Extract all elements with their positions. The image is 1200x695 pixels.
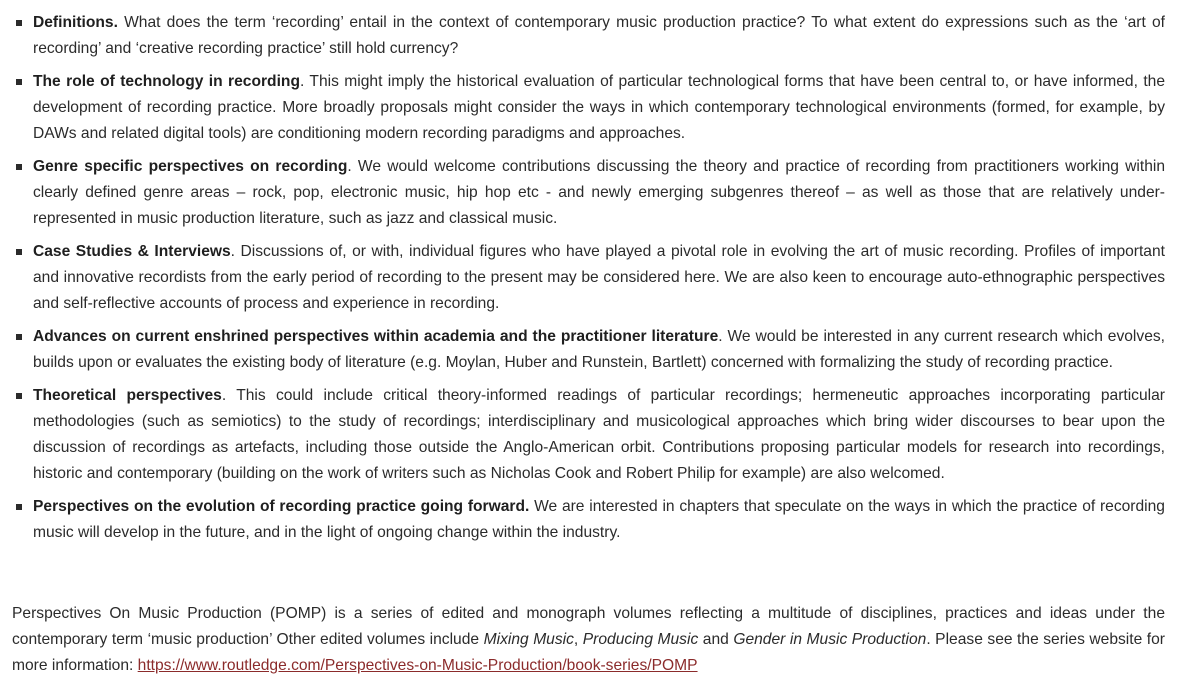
topic-text: . This could include critical theory-informed readings of particular recordings; hermeneutic approaches incorporating particular methodologies (such as semiotics) to the study of recordings; interdisciplinary and musicological approaches which bring wider discourses to bear upon the discussion of recordings as artefacts, including those outside the Anglo-American orbit. Contributions proposing particular models for research into recordings, historic and contemporary (building on the work of writers such as Nicholas Cook and Robert Philip for example) are also welcomed. [33, 387, 1165, 482]
bullet-icon [16, 20, 22, 26]
topic-heading: Genre specific perspectives on recording [33, 158, 348, 175]
series-title-gender-in-music-production: Gender in Music Production [733, 631, 927, 648]
topic-text: . This might imply the historical evaluation of particular technological forms that have been central to, or have informed, the development of recording practice. More broadly proposals might consider the ways in which contemporary technological environments (formed, for example, by DAWs and related digital tools) are conditioning modern recording paradigms and approaches. [33, 73, 1165, 142]
topic-text: . We would be interested in any current research which evolves, builds upon or evaluates the existing body of literature (e.g. Moylan, Huber and Runstein, Bartlett) concerned with formalizing the study of recording practice. [33, 328, 1165, 371]
topic-heading: Advances on current enshrined perspectives within academia and the practitioner literature [33, 328, 719, 345]
topic-text: . We would welcome contributions discussing the theory and practice of recording from practitioners working within clearly defined genre areas – rock, pop, electronic music, hip hop etc - and newly emerging subgenres thereof – as well as those that are relatively under-represented in music production literature, such as jazz and classical music. [33, 158, 1166, 227]
series-title-producing-music: Producing Music [582, 631, 699, 648]
topic-text: . Discussions of, or with, individual figures who have played a pivotal role in evolving the art of music recording. Profiles of important and innovative recordists from the early period of recording to the present may be considered here. We are also keen to encourage auto-ethnographic perspectives and self-reflective accounts of process and experience in recording. [33, 243, 1165, 312]
list-item [12, 154, 1165, 232]
bullet-icon [16, 164, 22, 170]
bullet-icon [16, 249, 22, 255]
series-outro: . Please see the series website for more information: [12, 631, 1165, 674]
list-item [12, 383, 1165, 487]
list-item [12, 239, 1165, 317]
list-item [12, 10, 1165, 62]
series-separator: and [698, 631, 734, 648]
series-website-link[interactable]: https://www.routledge.com/Perspectives-on-Music-Production/book-series/POMP [137, 657, 698, 674]
series-title-mixing-music: Mixing Music [483, 631, 574, 648]
topic-text: We are interested in chapters that speculate on the ways in which the practice of recording music will develop in the future, and in the light of ongoing change within the industry. [33, 498, 1165, 541]
topic-heading: Definitions. [33, 14, 118, 31]
topic-heading: Theoretical perspectives [33, 387, 222, 404]
document-body [12, 10, 1165, 695]
topic-text: What does the term ‘recording’ entail in the context of contemporary music production practice? To what extent do expressions such as the ‘art of recording’ and ‘creative recording practice’ still hold currency? [33, 14, 1165, 57]
list-item [12, 69, 1165, 147]
topic-heading: Perspectives on the evolution of recording practice going forward. [33, 498, 530, 515]
topic-list [12, 10, 1165, 546]
bullet-icon [16, 393, 22, 399]
series-separator: , [573, 631, 583, 648]
bullet-icon [16, 79, 22, 85]
topic-heading: The role of technology in recording [33, 73, 300, 90]
list-item [12, 494, 1165, 546]
series-intro: Perspectives On Music Production (POMP) is a series of edited and monograph volumes reflecting a multitude of disciplines, practices and ideas under the contemporary term ‘music production’ Other edited volumes include [12, 605, 1165, 648]
topic-heading: Case Studies & Interviews [33, 243, 231, 260]
bullet-icon [16, 504, 22, 510]
list-item [12, 324, 1165, 376]
bullet-icon [16, 334, 22, 340]
series-description [12, 601, 1165, 679]
